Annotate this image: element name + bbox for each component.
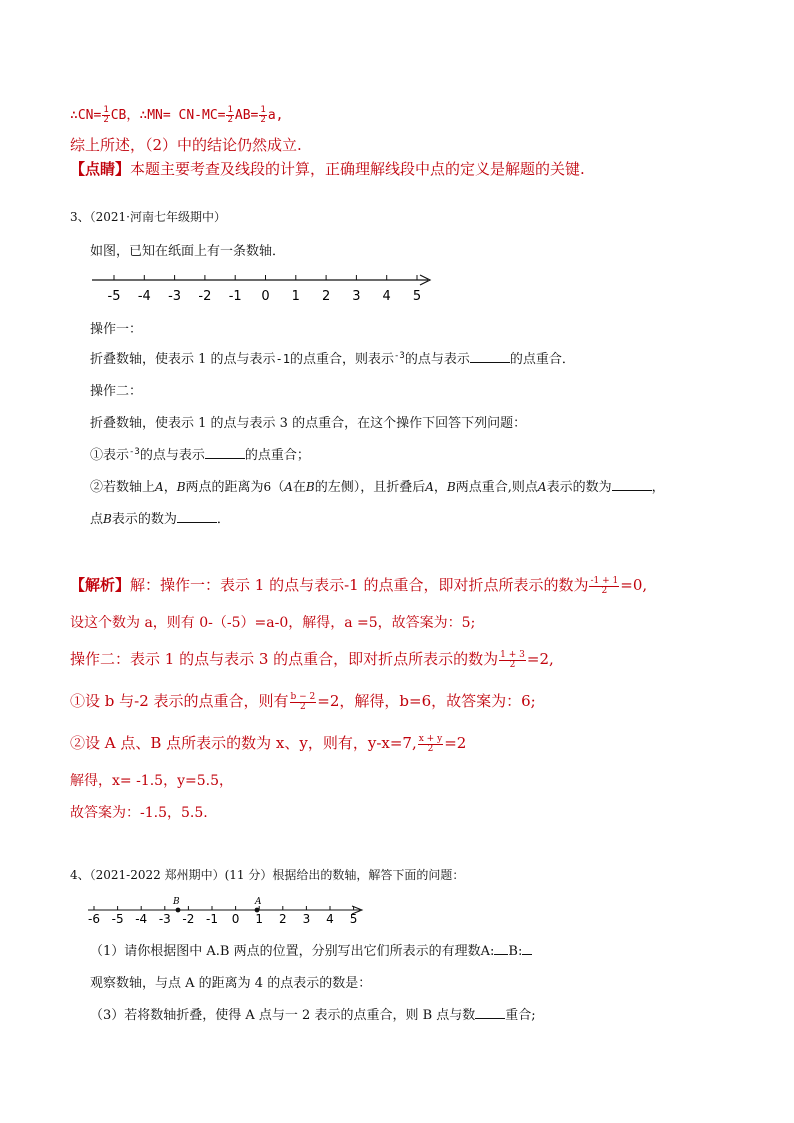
tip-tag: 【点睛】 [70, 160, 131, 178]
axis-tick-label: 3 [302, 912, 311, 926]
q4-part-1: （1）请你根据图中 A.B 两点的位置，分别写出它们所表示的有理数A: B: [90, 940, 532, 959]
axis-tick-label: -1 [206, 912, 218, 926]
tip-line [70, 158, 585, 179]
axis-tick-label: -3 [158, 912, 171, 926]
answer-blank-4[interactable] [177, 510, 217, 523]
fraction-fold-1: $\frac{-1 + 1}{2}$ [590, 575, 619, 596]
axis-tick-label: 2 [321, 289, 331, 304]
fraction-fold-3: $\frac{b - 2}{2}$ [290, 691, 316, 712]
q3-sub-2: ②若数轴上A，B两点的距离为6（A在B的左侧），且折叠后A，B两点重合,则点A表示的数为 ， [90, 480, 665, 495]
answer-blank-c[interactable] [475, 1006, 505, 1019]
op2-text: 折叠数轴，使表示 1 的点与表示 3 的点重合，在这个操作下回答下列问题： [90, 416, 527, 431]
axis-tick-label: 5 [412, 289, 422, 304]
conclusion-line-1: ∴CN= $\frac{1}{2}$ CB，∴MN= CN-MC= $\frac{1}{2}$ AB= $\frac{1}{2}$ a, [70, 105, 284, 125]
axis-tick-label: -5 [107, 289, 121, 304]
point-a-label: A [255, 897, 262, 907]
conclusion-line-2: 综上所述，（2）中的结论仍然成立. [70, 136, 302, 154]
q3-header: 3、（2021·河南七年级期中） [70, 210, 226, 224]
axis-tick-label: 4 [382, 289, 391, 304]
q4-part-3: （3）若将数轴折叠，使得 A 点与一 2 表示的点重合，则 B 点与数 重合; [90, 1008, 536, 1023]
axis-tick-label: 1 [255, 912, 264, 926]
op1-text: 折叠数轴，使表示 1 的点与表示-1的点重合，则表示$^{-3}$的点与表示 的点重合． [90, 351, 575, 367]
q4-header: 4、（2021-2022 郑州期中）(11 分）根据给出的数轴，解答下面的问题： [70, 868, 465, 882]
answer-blank-1[interactable] [470, 350, 510, 363]
sol3-line-3: 操作二：表示 1 的点与表示 3 的点重合，即对折点所表示的数为 $\frac{1 + 3}{2}$ =2, [70, 649, 554, 670]
point-a-dot [255, 908, 260, 913]
axis-tick-label: 2 [278, 912, 287, 926]
axis-tick-label: -5 [111, 912, 124, 926]
point-b-dot [176, 908, 181, 913]
q4-part-2: 观察数轴，与点 A 的距离为 4 的点表示的数是： [90, 976, 372, 991]
point-b-label: B [173, 897, 180, 907]
answer-blank-a[interactable] [494, 942, 508, 955]
axis-tick-label: -3 [168, 289, 182, 304]
op1-title: 操作一： [90, 322, 143, 337]
sol3-line-5: ②设 A 点、B 点所表示的数为 x、y，则有，y-x=7, $\frac{x + y}{2}$ =2 [70, 733, 467, 754]
sol3-line-6: 解得，x= -1.5，y=5.5， [70, 773, 233, 789]
tip-text: 本题主要考查及线段的计算，正确理解线段中点的定义是解题的关键. [130, 160, 585, 178]
axis-tick-label: -4 [137, 289, 151, 304]
sol3-line-1: 【解析】解：操作一：表示 1 的点与表示-1 的点重合，即对折点所表示的数为 $\frac{-1 + 1}{2}$ =0, [70, 575, 648, 596]
axis-tick-label: 3 [352, 289, 361, 304]
solution-tag: 【解析】 [70, 576, 131, 594]
fraction-fold-2: $\frac{1 + 3}{2}$ [500, 649, 525, 670]
sol3-line-7: 故答案为：-1.5，5.5. [70, 805, 208, 821]
answer-blank-2[interactable] [205, 446, 245, 459]
fraction-half-2: $\frac{1}{2}$ [227, 105, 233, 125]
fraction-half-3: $\frac{1}{2}$ [260, 105, 266, 125]
axis-tick-label: -2 [182, 912, 195, 926]
q4-number-line [86, 892, 376, 928]
axis-tick-label: -2 [198, 289, 212, 304]
axis-tick-label: 0 [261, 289, 270, 304]
answer-blank-b[interactable] [522, 942, 532, 955]
answer-blank-3[interactable] [612, 478, 652, 491]
op2-title: 操作二： [90, 384, 143, 399]
fraction-half-1: $\frac{1}{2}$ [103, 105, 109, 125]
q3-sub-1: ①表示$^{-3}$的点与表示 的点重合； [90, 447, 310, 463]
axis-tick-label: 0 [231, 912, 240, 926]
axis-tick-label: -1 [228, 289, 242, 304]
axis-tick-label: -4 [135, 912, 148, 926]
sol3-line-2: 设这个数为 a，则有 0-（-5）=a-0，解得，a =5，故答案为：5; [70, 615, 476, 631]
q3-number-line [90, 270, 440, 306]
q3-intro: 如图，已知在纸面上有一条数轴． [90, 244, 286, 259]
axis-tick-label: -6 [88, 912, 100, 926]
axis-tick-label: 5 [349, 912, 358, 926]
q3-sub-3: 点B表示的数为 ． [90, 512, 230, 527]
axis-tick-label: 1 [291, 289, 300, 304]
sol3-line-4: ①设 b 与-2 表示的点重合，则有 $\frac{b - 2}{2}$ =2，解得，b=6，故答案为：6; [70, 691, 536, 712]
axis-tick-label: 4 [326, 912, 334, 926]
fraction-fold-4: $\frac{x + y}{2}$ [418, 733, 443, 754]
